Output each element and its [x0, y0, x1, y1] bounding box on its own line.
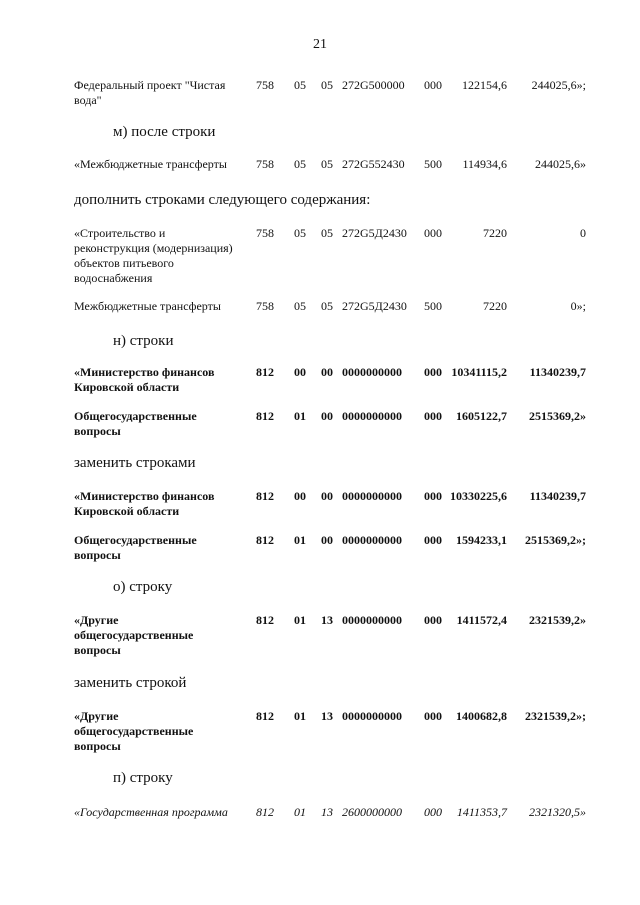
- row-adm: 758: [256, 226, 274, 240]
- row-vr: 000: [424, 533, 442, 547]
- instruction-add: дополнить строками следующего содержания:: [74, 192, 371, 208]
- row-sum-2020: 244025,6»: [535, 157, 586, 171]
- instruction-replace-row: заменить строкой: [74, 675, 187, 691]
- row-sum-2019: 7220: [483, 299, 507, 313]
- row-csr: 0000000000: [342, 489, 402, 503]
- row-name: «Другие общегосударственные вопросы: [74, 709, 194, 753]
- row-adm: 758: [256, 157, 274, 171]
- row-vr: 000: [424, 489, 442, 503]
- row-name: «Строительство и реконструкция (модернизация) объектов питьевого водоснабжения: [74, 226, 233, 285]
- row-csr: 0000000000: [342, 613, 402, 627]
- row-name: Общегосударственные вопросы: [74, 533, 197, 562]
- row-prz: 05: [321, 157, 333, 171]
- row-csr: 0000000000: [342, 533, 402, 547]
- row-sum-2020: 11340239,7: [529, 489, 586, 503]
- row-vr: 000: [424, 226, 442, 240]
- row-sum-2019: 10341115,2: [451, 365, 507, 379]
- row-name: Федеральный проект "Чистая вода": [74, 78, 226, 107]
- instruction-m: м) после строки: [113, 124, 216, 140]
- row-name: «Министерство финансов Кировской области: [74, 489, 215, 518]
- row-rz: 05: [294, 299, 306, 313]
- row-sum-2019: 10330225,6: [450, 489, 507, 503]
- row-rz: 05: [294, 157, 306, 171]
- page-number: 21: [313, 37, 327, 52]
- row-sum-2020: 0: [580, 226, 586, 240]
- row-prz: 00: [321, 489, 333, 503]
- row-adm: 758: [256, 299, 274, 313]
- row-sum-2020: 11340239,7: [529, 365, 586, 379]
- row-prz: 00: [321, 365, 333, 379]
- row-sum-2019: 1411572,4: [456, 613, 507, 627]
- row-adm: 812: [256, 409, 274, 423]
- row-sum-2020: 2515369,2»;: [525, 533, 586, 547]
- row-vr: 000: [424, 805, 442, 819]
- row-name: Межбюджетные трансферты: [74, 299, 221, 313]
- row-name: «Межбюджетные трансферты: [74, 157, 227, 171]
- row-rz: 05: [294, 226, 306, 240]
- row-sum-2019: 1411353,7: [456, 805, 507, 819]
- row-name: Общегосударственные вопросы: [74, 409, 197, 438]
- row-adm: 812: [256, 489, 274, 503]
- row-vr: 000: [424, 365, 442, 379]
- row-vr: 500: [424, 299, 442, 313]
- row-csr: 272G5Д2430: [342, 299, 407, 313]
- row-name: «Другие общегосударственные вопросы: [74, 613, 194, 657]
- row-csr: 0000000000: [342, 365, 402, 379]
- row-sum-2019: 114934,6: [462, 157, 507, 171]
- row-csr: 0000000000: [342, 709, 402, 723]
- row-adm: 812: [256, 365, 274, 379]
- row-vr: 000: [424, 409, 442, 423]
- row-prz: 13: [321, 613, 333, 627]
- row-prz: 13: [321, 805, 333, 819]
- row-rz: 01: [294, 805, 306, 819]
- instruction-o: о) строку: [113, 579, 173, 595]
- row-adm: 812: [256, 613, 274, 627]
- row-csr: 0000000000: [342, 409, 402, 423]
- row-sum-2019: 1400682,8: [456, 709, 507, 723]
- row-sum-2019: 122154,6: [462, 78, 507, 92]
- row-sum-2020: 0»;: [570, 299, 586, 313]
- row-rz: 05: [294, 78, 306, 92]
- row-adm: 758: [256, 78, 274, 92]
- row-sum-2020: 244025,6»;: [531, 78, 586, 92]
- row-sum-2020: 2515369,2»: [529, 409, 586, 423]
- row-csr: 272G500000: [342, 78, 405, 92]
- row-csr: 2600000000: [342, 805, 402, 819]
- row-prz: 00: [321, 409, 333, 423]
- row-rz: 01: [294, 409, 306, 423]
- row-csr: 272G5Д2430: [342, 226, 407, 240]
- row-adm: 812: [256, 709, 274, 723]
- row-vr: 000: [424, 78, 442, 92]
- row-sum-2019: 1605122,7: [456, 409, 507, 423]
- instruction-replace-rows: заменить строками: [74, 455, 196, 471]
- row-sum-2020: 2321539,2»;: [525, 709, 586, 723]
- row-name: «Государственная программа: [74, 805, 228, 819]
- row-prz: 13: [321, 709, 333, 723]
- row-rz: 01: [294, 533, 306, 547]
- row-prz: 05: [321, 78, 333, 92]
- row-name: «Министерство финансов Кировской области: [74, 365, 215, 394]
- row-sum-2019: 7220: [483, 226, 507, 240]
- row-adm: 812: [256, 533, 274, 547]
- row-sum-2019: 1594233,1: [456, 533, 507, 547]
- row-vr: 000: [424, 709, 442, 723]
- row-sum-2020: 2321539,2»: [529, 613, 586, 627]
- row-rz: 00: [294, 365, 306, 379]
- row-rz: 00: [294, 489, 306, 503]
- row-rz: 01: [294, 709, 306, 723]
- row-prz: 00: [321, 533, 333, 547]
- instruction-n: н) строки: [113, 333, 174, 349]
- row-rz: 01: [294, 613, 306, 627]
- row-prz: 05: [321, 226, 333, 240]
- instruction-p: п) строку: [113, 770, 173, 786]
- row-prz: 05: [321, 299, 333, 313]
- row-csr: 272G552430: [342, 157, 405, 171]
- row-vr: 000: [424, 613, 442, 627]
- row-adm: 812: [256, 805, 274, 819]
- row-vr: 500: [424, 157, 442, 171]
- row-sum-2020: 2321320,5»: [529, 805, 586, 819]
